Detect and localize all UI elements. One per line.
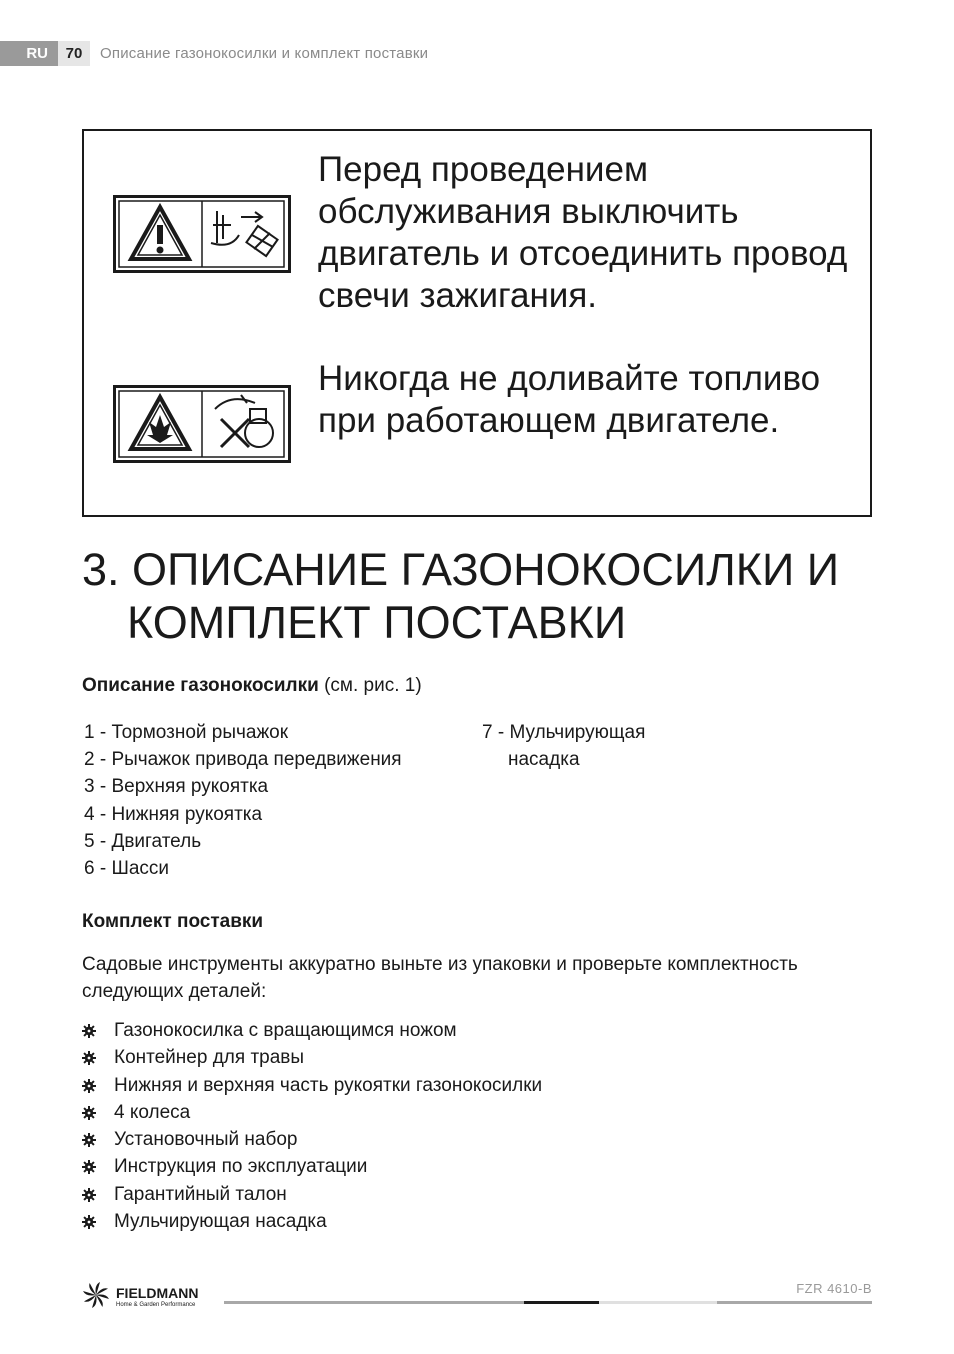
brand-tagline: Home & Garden Performance (116, 1302, 196, 1308)
warning-unplug-spark-plug-icon (113, 195, 291, 273)
list-item: 6 - Шасси (84, 858, 170, 880)
list-item-label: Мульчирующая насадка (114, 1211, 327, 1233)
page-header (0, 41, 954, 66)
list-item-label: Установочный набор (114, 1129, 298, 1151)
list-item-label: Нижняя и верхняя часть рукоятки газонокосилки (114, 1074, 543, 1096)
list-item: 4 - Нижняя рукоятка (84, 803, 263, 825)
list-item-label: Газонокосилка с вращающимся ножом (114, 1020, 457, 1041)
language-badge: RU (0, 41, 58, 66)
list-item (82, 1208, 542, 1235)
list-item: 3 - Верхняя рукоятка (84, 776, 269, 798)
list-item-continuation: насадка (508, 749, 580, 771)
gear-bullet-icon (82, 1106, 96, 1120)
list-item (82, 1181, 542, 1208)
footer-divider (717, 1301, 872, 1304)
list-item: 5 - Двигатель (84, 830, 202, 852)
delivery-intro (82, 951, 842, 1005)
list-item (82, 1072, 542, 1099)
delivery-subheading (82, 911, 263, 933)
warning-text-refuel: Никогда не доливайте топливо при работающем двигателе. (318, 359, 821, 440)
list-item (82, 1153, 542, 1180)
gear-bullet-icon (82, 1188, 96, 1202)
gear-bullet-icon (82, 1215, 96, 1229)
header-title: Описание газонокосилки и комплект поставки (100, 45, 429, 62)
list-item (82, 1099, 542, 1126)
delivery-items-list (82, 1017, 542, 1235)
list-item (82, 1017, 542, 1044)
list-item: 7 - Мульчирующая (482, 722, 646, 743)
section-heading-line1: 3. ОПИСАНИЕ ГАЗОНОКОСИЛКИ И (82, 544, 840, 595)
gear-bullet-icon (82, 1160, 96, 1174)
gear-bullet-icon (82, 1079, 96, 1093)
section-heading-line2: КОМПЛЕКТ ПОСТАВКИ (127, 597, 627, 648)
section-heading (82, 543, 902, 649)
list-item-label: Контейнер для травы (114, 1047, 305, 1069)
fieldmann-logo (82, 1280, 222, 1312)
gear-bullet-icon (82, 1051, 96, 1065)
list-item (82, 1044, 542, 1071)
list-item-label: Гарантийный талон (114, 1183, 287, 1205)
footer-divider (599, 1301, 717, 1304)
description-figure-ref: (см. рис. 1) (324, 675, 422, 696)
page-number: 70 (58, 41, 90, 66)
gear-bullet-icon (82, 1133, 96, 1147)
list-item: 1 - Тормозной рычажок (84, 722, 289, 743)
delivery-intro-line1: Садовые инструменты аккуратно выньте из упаковки и проверьте комплектность (82, 954, 798, 975)
warning-no-refuel-running-icon (113, 385, 291, 463)
parts-list (84, 719, 402, 882)
gear-bullet-icon (82, 1024, 96, 1038)
brand-name: FIELDMANN (116, 1285, 199, 1301)
warning-text-maintenance: Перед проведением обслуживания выключить двигатель и отсоединить провод свечи зажигания. (318, 150, 848, 315)
description-heading: Описание газонокосилки (82, 675, 319, 696)
model-number: FZR 4610-B (796, 1281, 872, 1296)
list-item-label: Инструкция по эксплуатации (114, 1156, 368, 1178)
description-subheading (82, 675, 422, 697)
list-item (82, 1126, 542, 1153)
delivery-heading: Комплект поставки (82, 911, 264, 932)
list-item-label: 4 колеса (114, 1101, 191, 1123)
warning-box (82, 129, 872, 517)
footer-divider (224, 1301, 524, 1304)
footer-divider-accent (524, 1301, 599, 1304)
delivery-intro-line2: следующих деталей: (82, 981, 267, 1002)
parts-list-column-2 (482, 719, 645, 773)
list-item: 2 - Рычажок привода передвижения (84, 749, 402, 771)
